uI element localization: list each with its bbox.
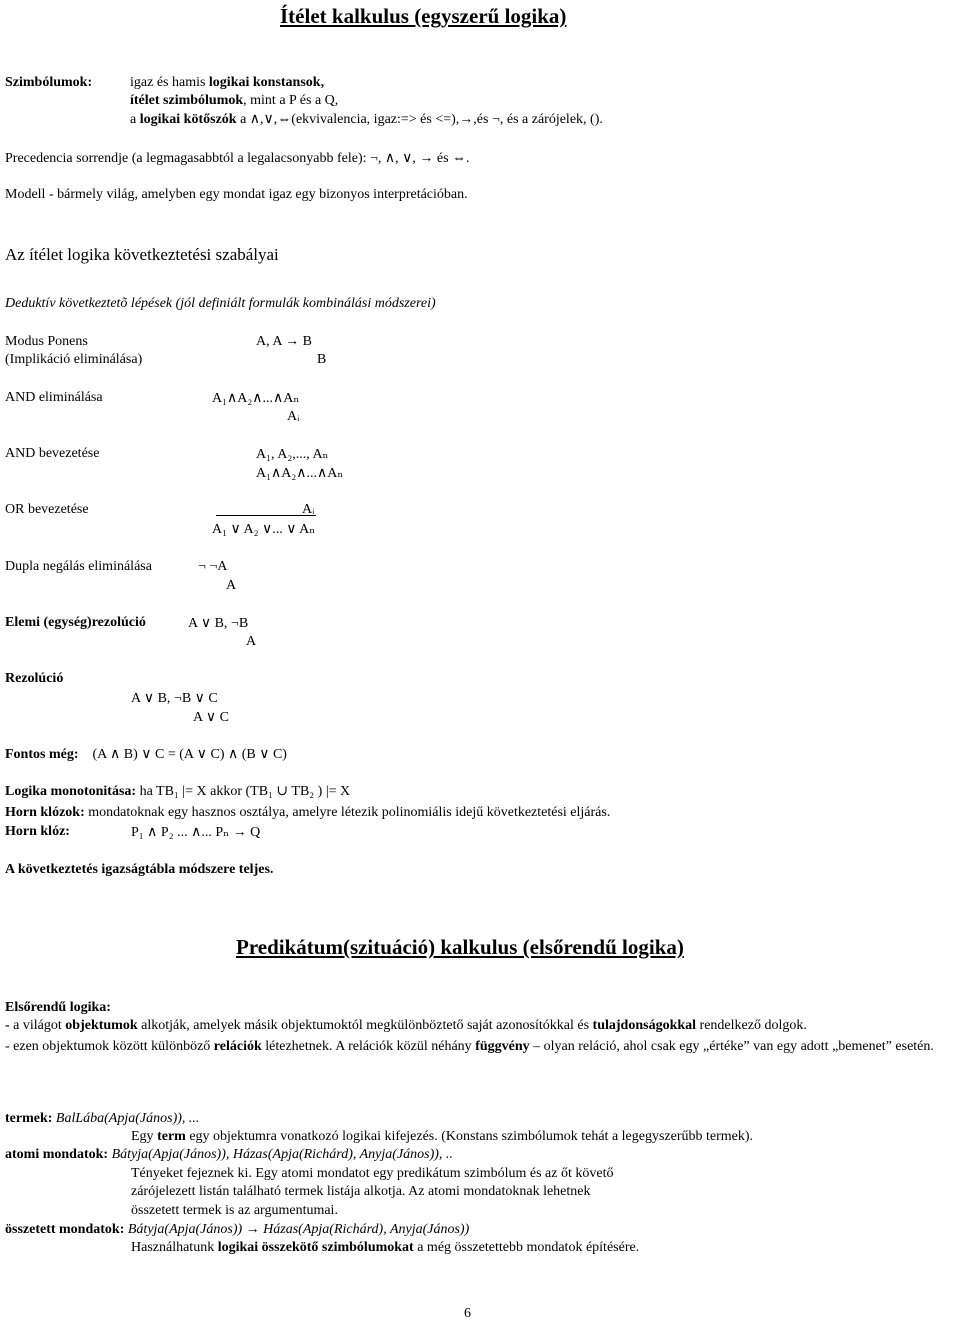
text: a világot [13,1018,66,1033]
atomic-desc-3: összetett termek is az argumentumai. [131,1203,338,1218]
horn-clause-label: Horn klóz: [5,824,70,839]
atomic-desc-1: Tényeket fejeznek ki. Egy atomi mondatot egy predikátum szimbólum és az őt követő [131,1166,614,1181]
and-intro-name: AND bevezetése [5,446,100,461]
text: tulajdonságokkal [592,1018,697,1033]
monotonicity-line [5,783,350,800]
symbols-line-1 [130,75,324,91]
example: Bátyja(Apja(János)) → Házas(Apja(Richárd), Anyja(János)) [124,1222,470,1237]
text: egy objektumra vonatkozó logikai kifejezés. (Konstans szimbólumok tehát a legegyszerűbb termek). [185,1129,754,1144]
text: mondatoknak egy hasznos osztálya, amelyre létezik polinomiális idejű következtetési eljárás. [84,805,611,820]
text: igaz és hamis [130,75,209,90]
and-elim-premise: A₁∧A₂∧...∧Aₙ [212,391,300,406]
unit-res-conclusion: A [246,634,257,649]
precedence-text: Precedencia sorrendje (a legmagasabbtól a legalacsonyabb fele): ¬, ∧, ∨, → és ⇔. [5,151,470,166]
text: rendelkező dolgok. [696,1018,807,1033]
fol-para-1 [5,1018,807,1034]
text: Egy [131,1129,158,1144]
label: Horn klózok: [5,805,85,820]
res-premise: A ∨ B, ¬B ∨ C [131,691,218,706]
mp-name2: (Implikáció eliminálása) [5,352,143,367]
model-text: Modell - bármely világ, amelyben egy mondat igaz egy bizonyos interpretációban. [5,187,468,202]
example: Bátyja(Apja(János)), Házas(Apja(Richárd), Anyja(János)), .. [108,1147,453,1162]
dneg-conclusion: A [226,578,237,593]
terms-desc [131,1129,753,1145]
fol-label: Elsőrendű logika: [5,1000,111,1015]
label: összetett mondatok: [5,1222,125,1237]
important-line [5,746,287,763]
terms-line [5,1111,199,1127]
text: a ∧,∨,⇔(ekvivalencia, igaz:=> és <=),→,és ¬, és a zárójelek, (). [236,112,603,127]
text: Használhatunk [131,1240,218,1255]
horn-clause-formula: P₁ ∧ P₂ ... ∧... Pₙ → Q [131,825,261,840]
symbols-label: Szimbólumok: [5,75,93,90]
label: Fontos még: [5,747,79,762]
truth-table-text: A következtetés igazságtábla módszere teljes. [5,862,274,877]
text: , mint a P és a Q, [243,93,339,108]
rules-subheading: Deduktív következtetõ lépések (jól definiált formulák kombinálási módszerei) [5,296,436,311]
text: - ezen objektumok között különböző [5,1039,214,1054]
text: függvény [475,1039,530,1054]
unit-res-name: Elemi (egység)rezolúció [5,615,146,630]
horn-clauses-line [5,805,610,821]
compound-line [5,1222,469,1238]
or-intro-premise: Aᵢ [302,502,315,517]
text: ítélet szimbólumok [130,93,244,108]
text: - [5,1018,14,1033]
text: objektumok [65,1018,138,1033]
symbols-line-3 [130,111,603,128]
fol-para-2 [5,1037,957,1056]
rules-heading: Az ítélet logika következtetési szabályai [5,245,279,264]
label: atomi mondatok: [5,1147,109,1162]
and-elim-name: AND eliminálása [5,390,103,405]
or-intro-rule-line [216,515,316,516]
section-title-predicate: Predikátum(szituáció) kalkulus (elsőrendű logika) [236,935,684,959]
mp-conclusion: B [317,352,327,367]
res-conclusion: A ∨ C [193,710,229,725]
and-intro-premise: A₁, A₂,..., Aₙ [256,447,329,462]
text: létezhetnek. A relációk közül néhány [261,1039,476,1054]
text: logikai kötőszók [139,112,237,127]
dneg-name: Dupla negálás eliminálása [5,559,152,574]
or-intro-conclusion: A₁ ∨ A₂ ∨... ∨ Aₙ [212,522,316,537]
compound-desc [131,1240,639,1256]
text: a [130,112,140,127]
example: BalLába(Apja(János)), ... [52,1111,200,1126]
label: termek: [5,1111,53,1126]
text: alkotják, amelyek másik objektumoktól megkülönböztető saját azonosítókkal és [137,1018,593,1033]
unit-res-premise: A ∨ B, ¬B [188,616,249,631]
text: relációk [213,1039,262,1054]
formula: (A ∧ B) ∨ C = (A ∨ C) ∧ (B ∨ C) [92,747,287,762]
atomic-line [5,1147,453,1163]
text: – olyan reláció, ahol csak egy „értéke” van egy adott „bemenet” esetén. [529,1039,934,1054]
or-intro-name: OR bevezetése [5,502,89,517]
dneg-premise: ¬ ¬A [198,559,228,574]
text: logikai összekötő szimbólumokat [217,1240,414,1255]
and-elim-conclusion: Aᵢ [287,409,300,424]
text: logikai konstansok, [208,75,325,90]
mp-premise: A, A → B [256,334,313,349]
text: term [157,1129,186,1144]
page-number: 6 [464,1306,471,1321]
label: Logika monotonitása: [5,784,137,799]
text: a még összetettebb mondatok építésére. [413,1240,640,1255]
page-title: Ítélet kalkulus (egyszerű logika) [280,4,567,28]
res-name: Rezolúció [5,671,64,686]
and-intro-conclusion: A₁∧A₂∧...∧Aₙ [256,466,344,481]
mp-name: Modus Ponens [5,334,88,349]
symbols-line-2 [130,93,338,109]
atomic-desc-2: zárójelezett listán található termek listája alkotja. Az atomi mondatoknak lehetnek [131,1184,591,1199]
text: ha TB₁ |= X akkor (TB₁ ∪ TB₂ ) |= X [136,784,351,799]
